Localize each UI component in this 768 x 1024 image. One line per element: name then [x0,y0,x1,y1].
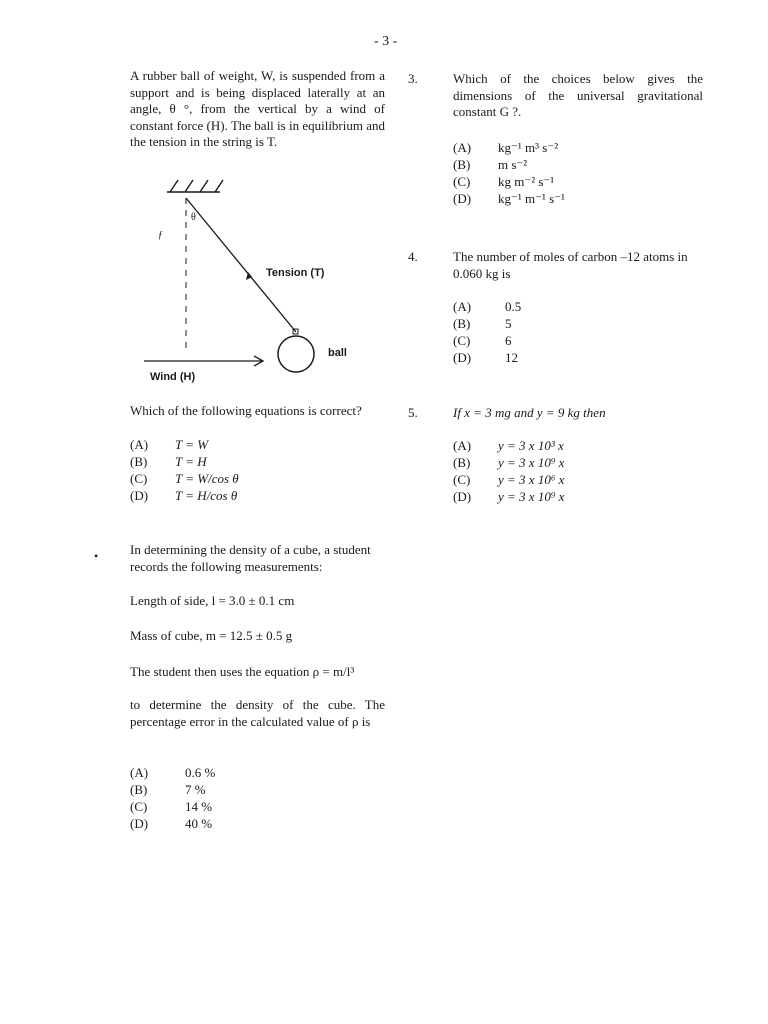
q3-option-a: (A) kg⁻¹ m³ s⁻² [453,140,559,156]
q4-option-c: (C) 6 [453,333,512,349]
theta-label: θ [191,212,196,223]
q5-number: 5. [408,405,418,420]
q3-options [453,140,703,208]
ball-circle [278,336,314,372]
density-option-c: (C) 14 % [130,799,213,815]
support-hatch [170,180,178,192]
stray-mark: ƒ [158,230,163,241]
q5-option-b: (B) y = 3 x 10⁹ x [453,455,565,471]
density-option-a: (A) 0.6 % [130,765,216,781]
q3-option-d: (D) kg⁻¹ m⁻¹ s⁻¹ [453,191,565,207]
q5-option-d: (D) y = 3 x 10⁹ x [453,489,565,505]
q5-option-a: (A) y = 3 x 10³ x [453,438,564,454]
bullet-mark: • [94,549,99,563]
string-line [186,198,296,332]
support-hatch [200,180,208,192]
q3-stem: Which of the choices below gives the dimensions of the universal gravitational constant G ?. [453,71,703,119]
pendulum-diagram [130,172,390,394]
q4-option-b: (B) 5 [453,316,512,332]
q2-option-list [130,437,385,505]
q5-stem: If x = 3 mg and y = 9 kg then [453,405,606,420]
q2-option-a: (A) T = W [130,437,209,453]
density-equation: The student then uses the equation ρ = m/l³ [130,664,355,679]
density-option-b: (B) 7 % [130,782,206,798]
density-option-d: (D) 40 % [130,816,213,832]
q2-stem: A rubber ball of weight, W, is suspended from a support and is being displaced laterally at an angle, θ °, from the vertical by a wind of constant force (H). The ball is in equilibrium and the tension in the string is T. [130,68,385,149]
q5-option-list [453,438,703,506]
q4-options [453,299,703,367]
support-hatch [185,180,193,192]
q5-option-c: (C) y = 3 x 10⁶ x [453,472,565,488]
q3-number: 3. [408,71,418,86]
q2-option-b: (B) T = H [130,454,207,470]
q4-stem: The number of moles of carbon –12 atoms in 0.060 kg is [453,249,688,281]
ball-label: ball [328,347,347,359]
q3-option-list [453,140,703,208]
density-stem: In determining the density of a cube, a student records the following measurements: [130,542,371,574]
q3-option-c: (C) kg m⁻² s⁻¹ [453,174,555,190]
q2-option-c: (C) T = W/cos θ [130,471,239,487]
q2-option-d: (D) T = H/cos θ [130,488,238,504]
density-option-list [130,765,385,833]
q3-option-b: (B) m s⁻² [453,157,528,173]
q5-options [453,438,703,506]
tension-label: Tension (T) [266,267,325,279]
density-options [130,765,385,833]
q4-number: 4. [408,249,418,264]
q4-option-d: (D) 12 [453,350,518,366]
support-hatch [215,180,223,192]
density-tail: to determine the density of the cube. The percentage error in the calculated value of ρ is [130,697,385,729]
density-mass: Mass of cube, m = 12.5 ± 0.5 g [130,628,293,643]
page-number: - 3 - [374,34,398,49]
wind-label: Wind (H) [150,371,196,383]
q4-option-a: (A) 0.5 [453,299,522,315]
q2-question: Which of the following equations is correct? [130,403,362,418]
q2-options [130,437,385,505]
density-length: Length of side, l = 3.0 ± 0.1 cm [130,593,295,608]
q4-option-list [453,299,703,367]
